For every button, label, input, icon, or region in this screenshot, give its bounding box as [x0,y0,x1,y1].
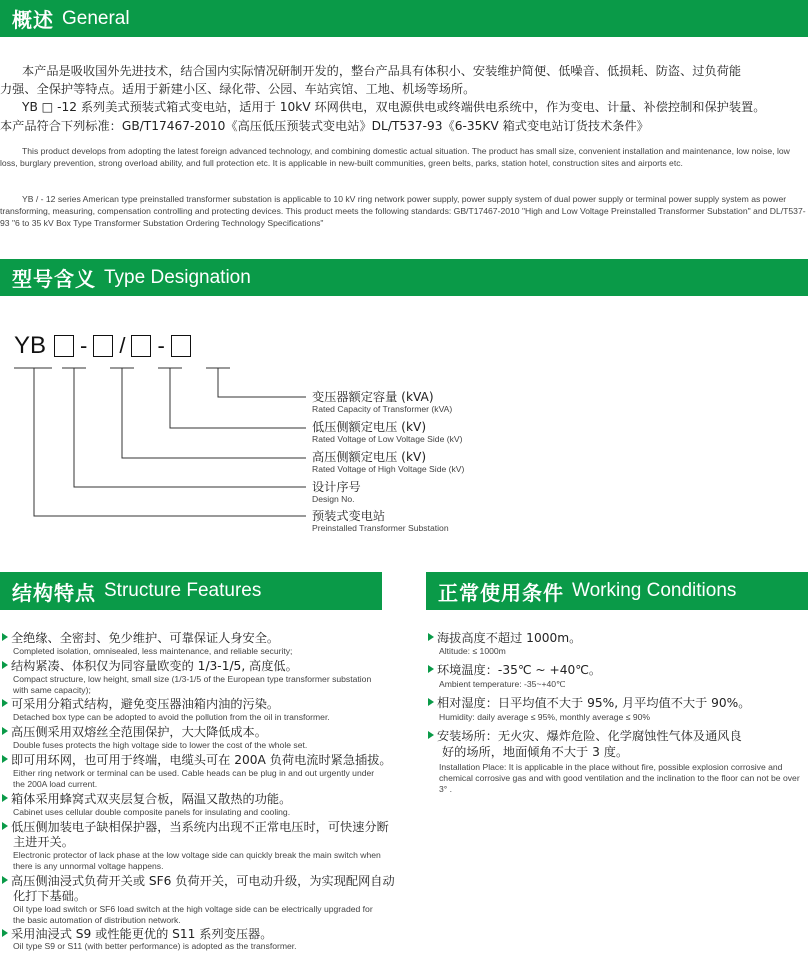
section-header-working [426,572,808,610]
working-item-4-zh: 安装场所：无火灾、爆炸危险、化学腐蚀性气体及通风良 [428,729,742,744]
working-title-en: Working Conditions [572,580,737,601]
working-item-3-en: Humidity: daily average ≤ 95%, monthly average ≤ 90% [439,712,651,722]
type-title-en: Type Designation [104,266,251,288]
working-item-2-en: Ambient temperature: -35~+40℃ [439,679,566,689]
type-title-zh: 型号含义 [12,267,96,291]
general-title-en: General [62,7,130,29]
bullet-icon [2,633,8,641]
designation-item-capacity-en: Rated Capacity of Transformer (kVA) [312,404,453,414]
bullet-icon [2,929,8,937]
bullet-icon [2,794,8,802]
designation-item-low-voltage-en: Rated Voltage of Low Voltage Side (kV) [312,434,463,444]
structure-item-1-en: Completed isolation, omnisealed, less maintenance, and reliable security; [13,646,293,656]
bullet-icon [2,822,8,830]
bullet-icon [428,698,434,706]
general-zh-p3: 本产品符合下列标准：GB/T17467-2010《高压低压预装式变电站》DL/T537-93《6-35KV 箱式变电站订货技术条件》 [0,119,649,133]
structure-item-2-zh: 结构紧凑、体积仅为同容量欧变的 1/3-1/5, 高度低。 [2,659,298,674]
code-prefix: YB [14,332,47,359]
designation-item-design-no-en: Design No. [312,494,355,504]
designation-item-high-voltage-en: Rated Voltage of High Voltage Side (kV) [312,464,465,474]
bullet-icon [428,731,434,739]
designation-item-capacity-zh: 变压器额定容量 (kVA) [312,390,434,404]
working-item-4-zh-cont: 好的场所，地面倾角不大于 3 度。 [442,745,629,759]
general-title-zh: 概述 [12,8,54,32]
bullet-icon [2,661,8,669]
bullet-icon [2,755,8,763]
structure-item-6-en: Cabinet uses cellular double composite panels for insulating and cooling. [13,807,291,817]
designation-item-low-voltage-zh: 低压侧额定电压 (kV) [312,420,427,434]
bullet-icon [2,727,8,735]
bullet-icon [428,665,434,673]
bullet-icon [2,876,8,884]
general-zh-p1-line2: 力强、全保护等特点。适用于新建小区、绿化带、公园、车站宾馆、工地、机场等场所。 [0,82,476,96]
general-zh-p1-line1: 本产品是吸收国外先进技术，结合国内实际情况研制开发的，整台产品具有体积小、安装维护简便、低噪音、低损耗、防盗、过负荷能 [22,64,742,78]
structure-item-7-zh: 低压侧加装电子缺相保护器，当系统内出现不正常电压时，可快速分断 [2,820,389,835]
section-header-structure [0,572,382,610]
code-sep-2: / [119,333,126,358]
general-en-p2: YB / - 12 series American type preinstalled transformer substation is applicable to 10 kV ring network power supply, power supply system of dual power supply or terminal power supply system as power transforming, measuring, compensation controlling and protecting devices. This product meets the following standards: GB/T17467-2010 "High and Low Voltage Preinstalled Transformer Substation" and DL/T537-93 "6 to 35 kV Box Type Transformer Substation Ordering Technology Specifications" [0,194,806,228]
structure-item-8-zh-cont: 化打下基础。 [13,889,87,903]
structure-item-8-en: Oil type load switch or SF6 load switch at the high voltage side can be electrically upgraded for the basic automation of distribution network. [13,904,373,925]
designation-item-design-no-zh: 设计序号 [312,480,361,494]
working-item-2-zh: 环境温度：-35℃ ~ +40℃。 [428,663,601,678]
code-sep-3: - [157,333,165,358]
general-en-p1: This product develops from adopting the latest foreign advanced technology, and combining domestic actual situation. The product has small size, convenient installation and maintenance, low noise, low loss, burglary prevention, strong overload ability, and full protection etc. It is applicable in new-built communities, green belts, parks, station hotel, construction sites and airports etc. [0,146,790,168]
leader-capacity [218,368,306,397]
leader-high-voltage [122,368,306,458]
working-item-1-zh: 海拔高度不超过 1000m。 [428,631,581,646]
structure-item-9-en: Oil type S9 or S11 (with better performance) is adopted as the transformer. [13,941,297,951]
leader-low-voltage [170,368,306,428]
working-item-4-en: Installation Place: It is applicable in the place without fire, possible explosion corrosive and chemical corrosive gas and with good ventilation and the inclination to the floor can not be over 3° . [439,762,800,794]
working-item-1-en: Altitude: ≤ 1000m [439,646,506,656]
structure-item-1-zh: 全绝缘、全密封、免少维护、可靠保证人身安全。 [2,631,279,646]
structure-item-7-zh-cont: 主进开关。 [13,835,74,849]
structure-item-9-zh: 采用油浸式 S9 或性能更优的 S11 系列变压器。 [2,927,272,942]
structure-item-8-zh: 高压侧油浸式负荷开关或 SF6 负荷开关，可电动升级，为实现配网自动 [2,874,395,889]
code-sep-1: - [80,333,88,358]
structure-item-7-en: Electronic protector of lack phase at the low voltage side can quickly break the main switch when there is any unnormal voltage happens. [13,850,381,871]
working-title-zh: 正常使用条件 [438,580,564,605]
bullet-icon [428,633,434,641]
designation-item-substation-en: Preinstalled Transformer Substation [312,523,449,533]
general-zh-p2: YB □ -12 系列美式预装式箱式变电站，适用于 10kV 环网供电，双电源供电或终端供电系统中，作为变电、计量、补偿控制和保护装置。 [22,100,766,114]
structure-item-5-zh: 即可用环网，也可用于终端，电缆头可在 200A 负荷电流时紧急插拔。 [2,753,392,768]
working-item-3-zh: 相对湿度：日平均值不大于 95%, 月平均值不大于 90%。 [428,696,750,711]
structure-title-zh: 结构特点 [12,580,96,605]
structure-item-6-zh: 箱体采用蜂窝式双夹层复合板，隔温又散热的功能。 [2,792,291,807]
structure-item-4-zh: 高压侧采用双熔丝全范围保护，大大降低成本。 [2,725,267,740]
designation-item-substation-zh: 预装式变电站 [312,509,386,523]
structure-item-3-zh: 可采用分箱式结构，避免变压器油箱内油的污染。 [2,697,279,712]
structure-item-3-en: Detached box type can be adopted to avoid the pollution from the oil in transformer. [13,712,330,722]
structure-item-2-en: Compact structure, low height, small size (1/3-1/5 of the European type transformer substation with same capacity); [13,674,372,695]
structure-title-en: Structure Features [104,580,262,601]
bullet-icon [2,699,8,707]
designation-item-high-voltage-zh: 高压侧额定电压 (kV) [312,450,427,464]
structure-item-4-en: Double fuses protects the high voltage side to lower the cost of the whole set. [13,740,308,750]
structure-item-5-en: Either ring network or terminal can be used. Cable heads can be plug in and out urgently under the 200A load current. [13,768,375,789]
